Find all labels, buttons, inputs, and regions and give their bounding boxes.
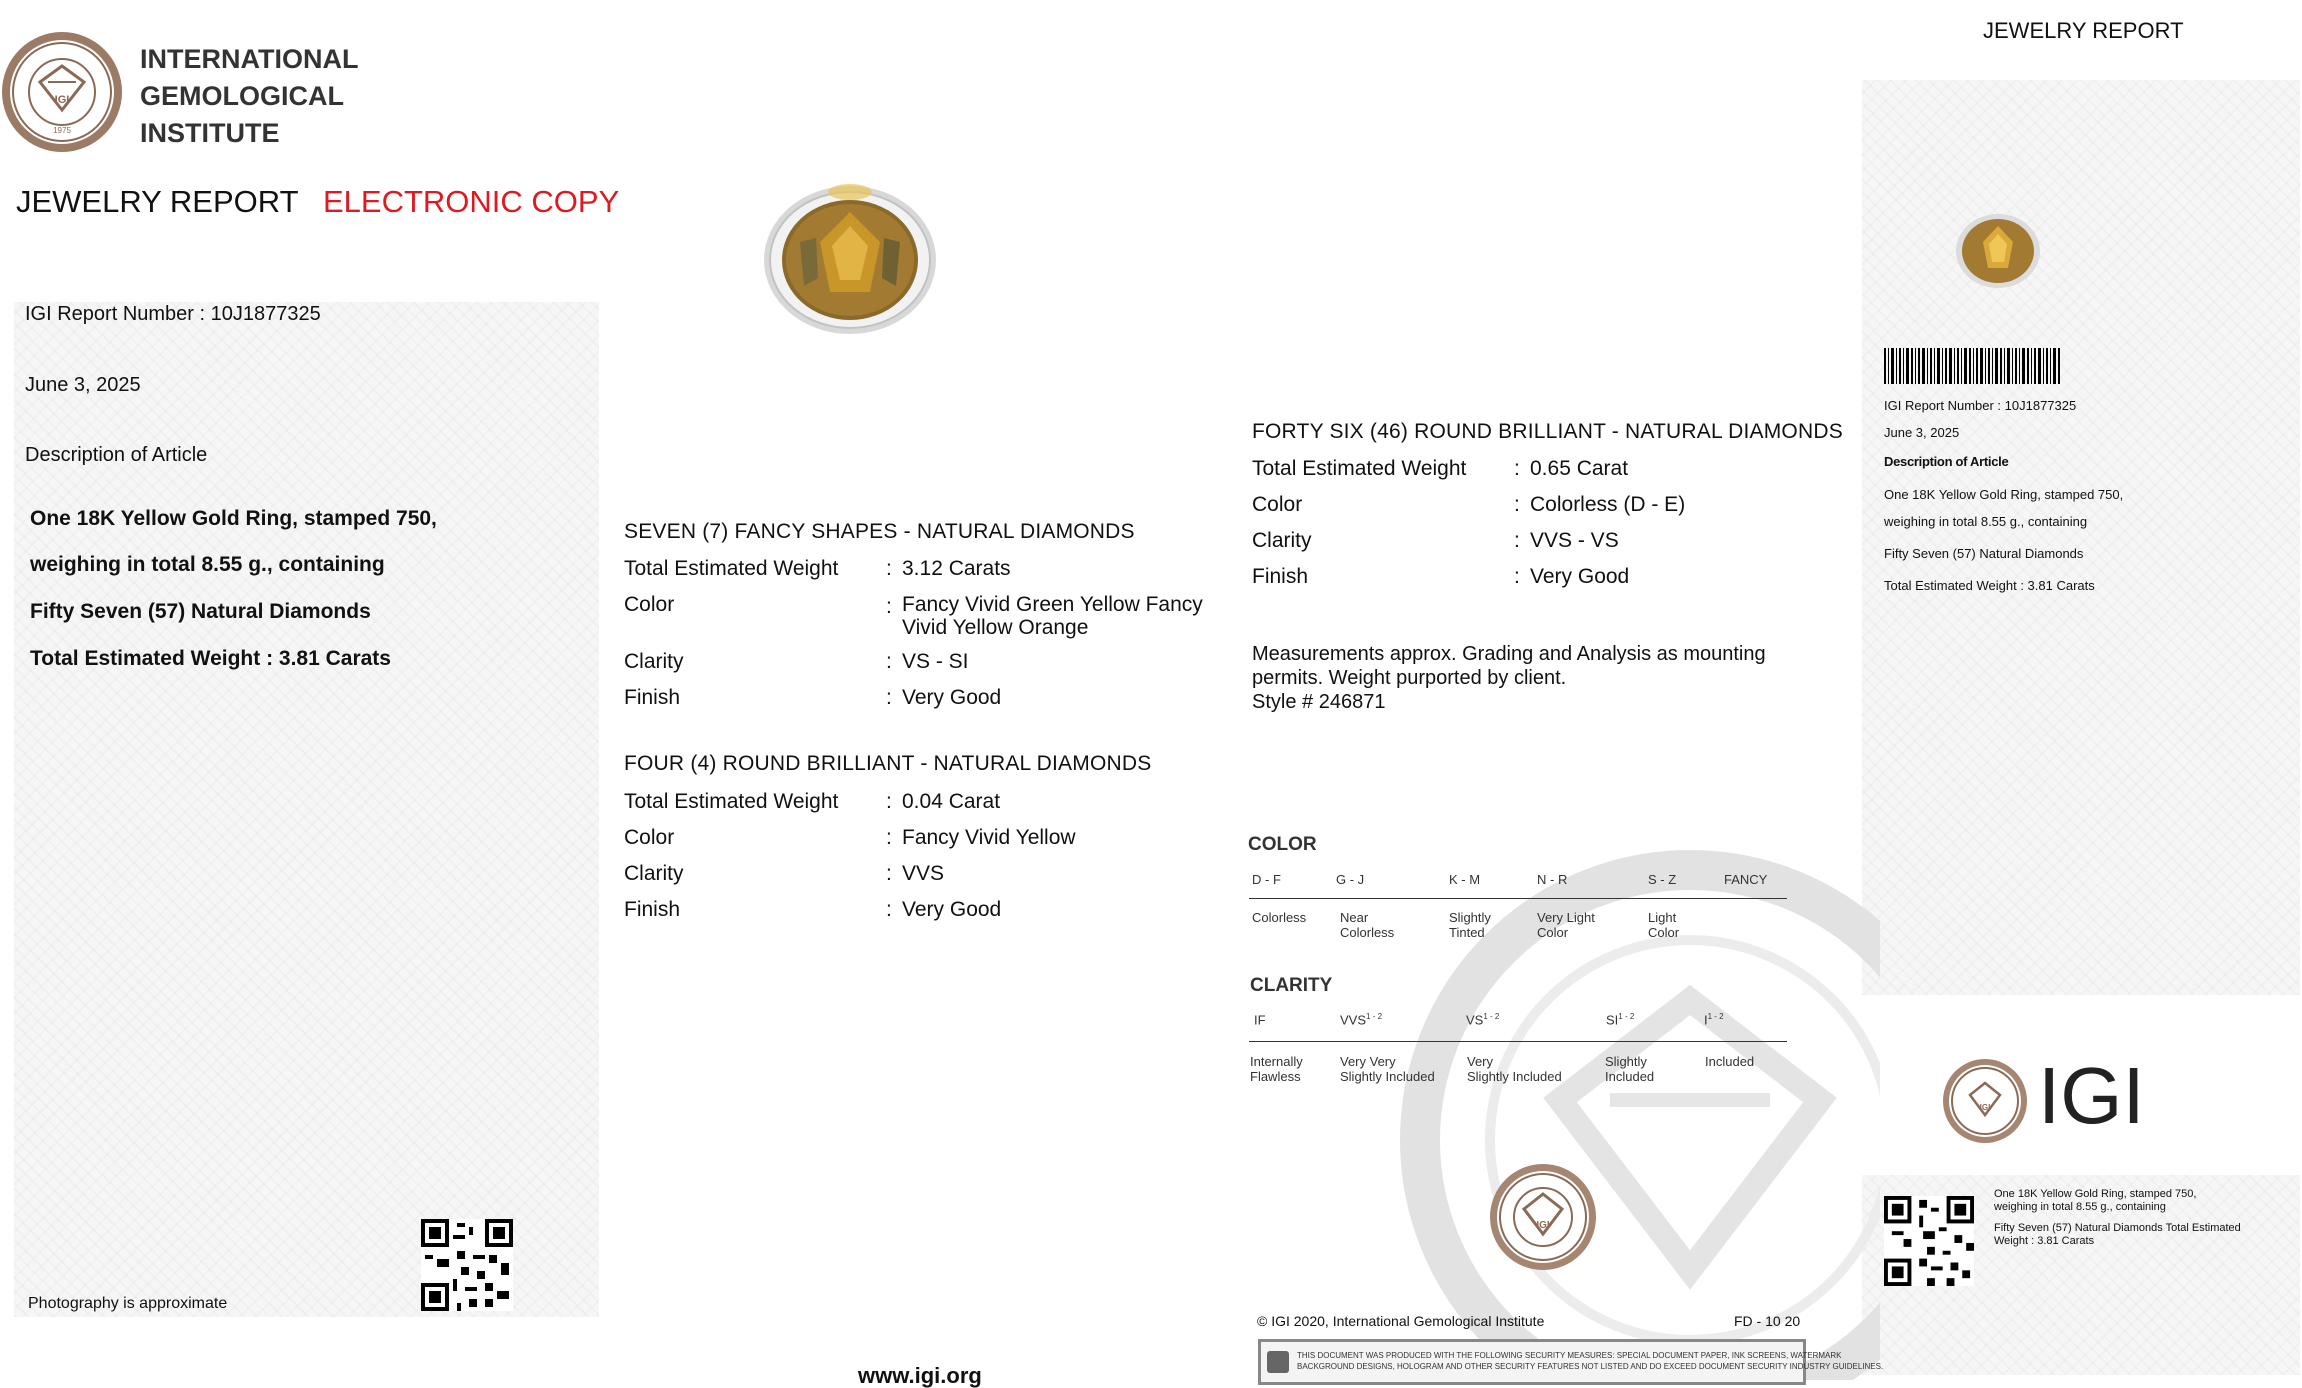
row-value: Colorless (D - E) [1530, 493, 1686, 516]
report-number: IGI Report Number : 10J1877325 [25, 303, 321, 325]
clarity-scale-grades [1252, 1012, 1792, 1032]
row-label: Color [624, 593, 675, 616]
row-label: Clarity [1252, 529, 1312, 552]
row-label: Total Estimated Weight [1252, 457, 1467, 480]
ring-photo-icon [760, 182, 940, 338]
row-value: 0.04 Carat [902, 790, 1001, 813]
igi-logo-text: IGI [2038, 1051, 2145, 1140]
row-value: Very Good [1530, 565, 1630, 588]
row-colon: : [886, 826, 892, 849]
clarity-grade: IF [1254, 1012, 1266, 1028]
description-line1: One 18K Yellow Gold Ring, stamped 750, [30, 507, 437, 530]
clarity-desc: Slightly Included [1605, 1054, 1655, 1084]
row-label: Total Estimated Weight [624, 790, 839, 813]
svg-text:1975: 1975 [53, 126, 71, 135]
row-value: 0.65 Carat [1530, 457, 1629, 480]
row-value: Fancy Vivid Green Yellow Fancy Vivid Yellow Orange [902, 593, 1203, 639]
color-desc: Colorless [1252, 910, 1307, 925]
clarity-grade: VVS$^{1 - 2}$ [1340, 1012, 1383, 1028]
color-grade: FANCY [1724, 872, 1768, 887]
stub-report-number: IGI Report Number : 10J1877325 [1884, 398, 2077, 413]
row-colon: : [1514, 529, 1520, 552]
row-label: Clarity [624, 862, 684, 885]
barcode-icon [1884, 348, 2062, 384]
qr-code-icon [421, 1219, 513, 1311]
row-value: VVS - VS [1530, 529, 1619, 552]
stub-bottom-line2: weighing in total 8.55 g., containing [1994, 1201, 2166, 1213]
stub-desc-line2: weighing in total 8.55 g., containing [1884, 514, 2088, 529]
igi-logo-seal-icon [1942, 1058, 2028, 1144]
stub-date: June 3, 2025 [1884, 425, 1960, 440]
row-colon: : [886, 898, 892, 921]
report-date: June 3, 2025 [25, 374, 141, 396]
color-scale-grades [1252, 872, 1792, 890]
security-strip [1258, 1339, 1884, 1385]
row-colon: : [1514, 565, 1520, 588]
row-colon: : [886, 557, 892, 580]
row-label: Finish [1252, 565, 1309, 588]
row-colon: : [886, 686, 892, 709]
stub-desc-line3: Fifty Seven (57) Natural Diamonds [1884, 546, 2084, 561]
color-scale-divider [1249, 898, 1787, 899]
security-text: THIS DOCUMENT WAS PRODUCED WITH THE FOLLOWING SECURITY MEASURES: SPECIAL DOCUMENT PAPER, INK SCREENS, WATERMARK BACKGROUND DESIGNS, HOLOGRAM AND OTHER SECURITY FEATURES NOT LISTED AND DO EXCEED DOCUMENT SECURITY INDUSTRY GUIDELINES. [1297, 1351, 1884, 1371]
fancy-shapes-title: SEVEN (7) FANCY SHAPES - NATURAL DIAMONDS [624, 520, 1135, 543]
clarity-scale-divider [1249, 1041, 1787, 1042]
clarity-grade: $I^{1 - 2}$ [1704, 1012, 1724, 1028]
svg-text:IGI: IGI [1979, 1103, 1991, 1112]
website-link[interactable]: www.igi.org [858, 1363, 982, 1388]
report-title: JEWELRY REPORT [16, 184, 299, 219]
photo-note: Photography is approximate [28, 1295, 228, 1312]
svg-text:IGI: IGI [54, 94, 70, 106]
clarity-grade: VS$^{1 - 2}$ [1466, 1012, 1500, 1028]
stub-desc-heading: Description of Article [1884, 454, 2009, 469]
row-colon: : [886, 790, 892, 813]
stub-bottom-line1: One 18K Yellow Gold Ring, stamped 750, [1994, 1188, 2197, 1200]
stub-bottom-text [1994, 1188, 2294, 1248]
org-name [140, 41, 358, 152]
clarity-desc: Internally Flawless [1250, 1054, 1303, 1084]
copyright: © IGI 2020, International Gemological Institute [1257, 1313, 1545, 1329]
color-grade: G - J [1336, 872, 1365, 887]
row-label: Clarity [624, 650, 684, 673]
stub-watermark-top [1862, 80, 2300, 995]
description-line4: Total Estimated Weight : 3.81 Carats [30, 647, 391, 670]
electronic-copy-label: ELECTRONIC COPY [323, 184, 620, 219]
color-grade: D - F [1252, 872, 1281, 887]
row-label: Total Estimated Weight [624, 557, 839, 580]
row-label: Finish [624, 686, 681, 709]
org-name-line1: INTERNATIONAL [140, 44, 359, 74]
description-line3: Fifty Seven (57) Natural Diamonds [30, 600, 371, 623]
color-grade: S - Z [1648, 872, 1677, 887]
stub-bottom-line3: Fifty Seven (57) Natural Diamonds Total Estimated [1994, 1222, 2241, 1234]
clarity-scale-title: CLARITY [1250, 975, 1333, 996]
description-heading: Description of Article [25, 444, 208, 466]
row-label: Finish [624, 898, 681, 921]
comments-line1: Measurements approx. Grading and Analysis as mounting [1252, 643, 1766, 665]
clarity-grade: SI$^{1 - 2}$ [1606, 1012, 1635, 1028]
row-value: VS - SI [902, 650, 969, 673]
row-value: Very Good [902, 898, 1002, 921]
color-desc: Near Colorless [1340, 910, 1395, 940]
row-value: 3.12 Carats [902, 557, 1011, 580]
row-value: VVS [902, 862, 945, 885]
forty-six-title: FORTY SIX (46) ROUND BRILLIANT - NATURAL DIAMONDS [1252, 420, 1843, 443]
color-desc: Slightly Tinted [1449, 910, 1491, 940]
color-grade: N - R [1537, 872, 1568, 887]
stub-ring-photo-icon [1955, 212, 2041, 290]
description-line2: weighing in total 8.55 g., containing [30, 553, 385, 576]
color-desc: Very Light Color [1537, 910, 1595, 940]
clarity-desc: Included [1705, 1054, 1755, 1069]
org-name-line3: INSTITUTE [140, 118, 280, 148]
row-label: Color [1252, 493, 1303, 516]
row-colon: : [886, 862, 892, 885]
row-value: Very Good [902, 686, 1002, 709]
form-code: FD - 10 20 [1734, 1313, 1801, 1329]
row-colon: : [1514, 457, 1520, 480]
org-name-line2: GEMOLOGICAL [140, 81, 344, 111]
four-round-title: FOUR (4) ROUND BRILLIANT - NATURAL DIAMONDS [624, 752, 1152, 775]
lock-icon [1267, 1351, 1289, 1373]
row-label: Color [624, 826, 675, 849]
row-colon: : [886, 650, 892, 673]
row-value: Fancy Vivid Yellow [902, 826, 1076, 849]
svg-text:IGI: IGI [1536, 1220, 1550, 1231]
color-grade: K - M [1449, 872, 1481, 887]
stub-qr-code-icon [1884, 1196, 1974, 1286]
stub-desc-line4: Total Estimated Weight : 3.81 Carats [1884, 578, 2095, 593]
stub-title: JEWELRY REPORT [1983, 18, 2184, 43]
color-scale-descriptions [1252, 910, 1792, 944]
row-colon: : [1514, 493, 1520, 516]
row-colon: : [886, 595, 892, 618]
comments-line3: Style # 246871 [1252, 691, 1386, 713]
clarity-desc: Very Slightly Included [1467, 1054, 1562, 1084]
igi-bottom-seal-icon [1488, 1162, 1598, 1272]
color-scale-title: COLOR [1248, 834, 1317, 855]
stub-bottom-line4: Weight : 3.81 Carats [1994, 1235, 2095, 1247]
clarity-desc: Very Very Slightly Included [1340, 1054, 1435, 1084]
comments-line2: permits. Weight purported by client. [1252, 667, 1567, 689]
stub-desc-line1: One 18K Yellow Gold Ring, stamped 750, [1884, 487, 2124, 502]
clarity-scale-descriptions [1250, 1054, 1790, 1088]
igi-seal-logo-icon [0, 30, 124, 154]
comments [1252, 642, 1766, 714]
color-desc: Light Color [1648, 910, 1680, 940]
